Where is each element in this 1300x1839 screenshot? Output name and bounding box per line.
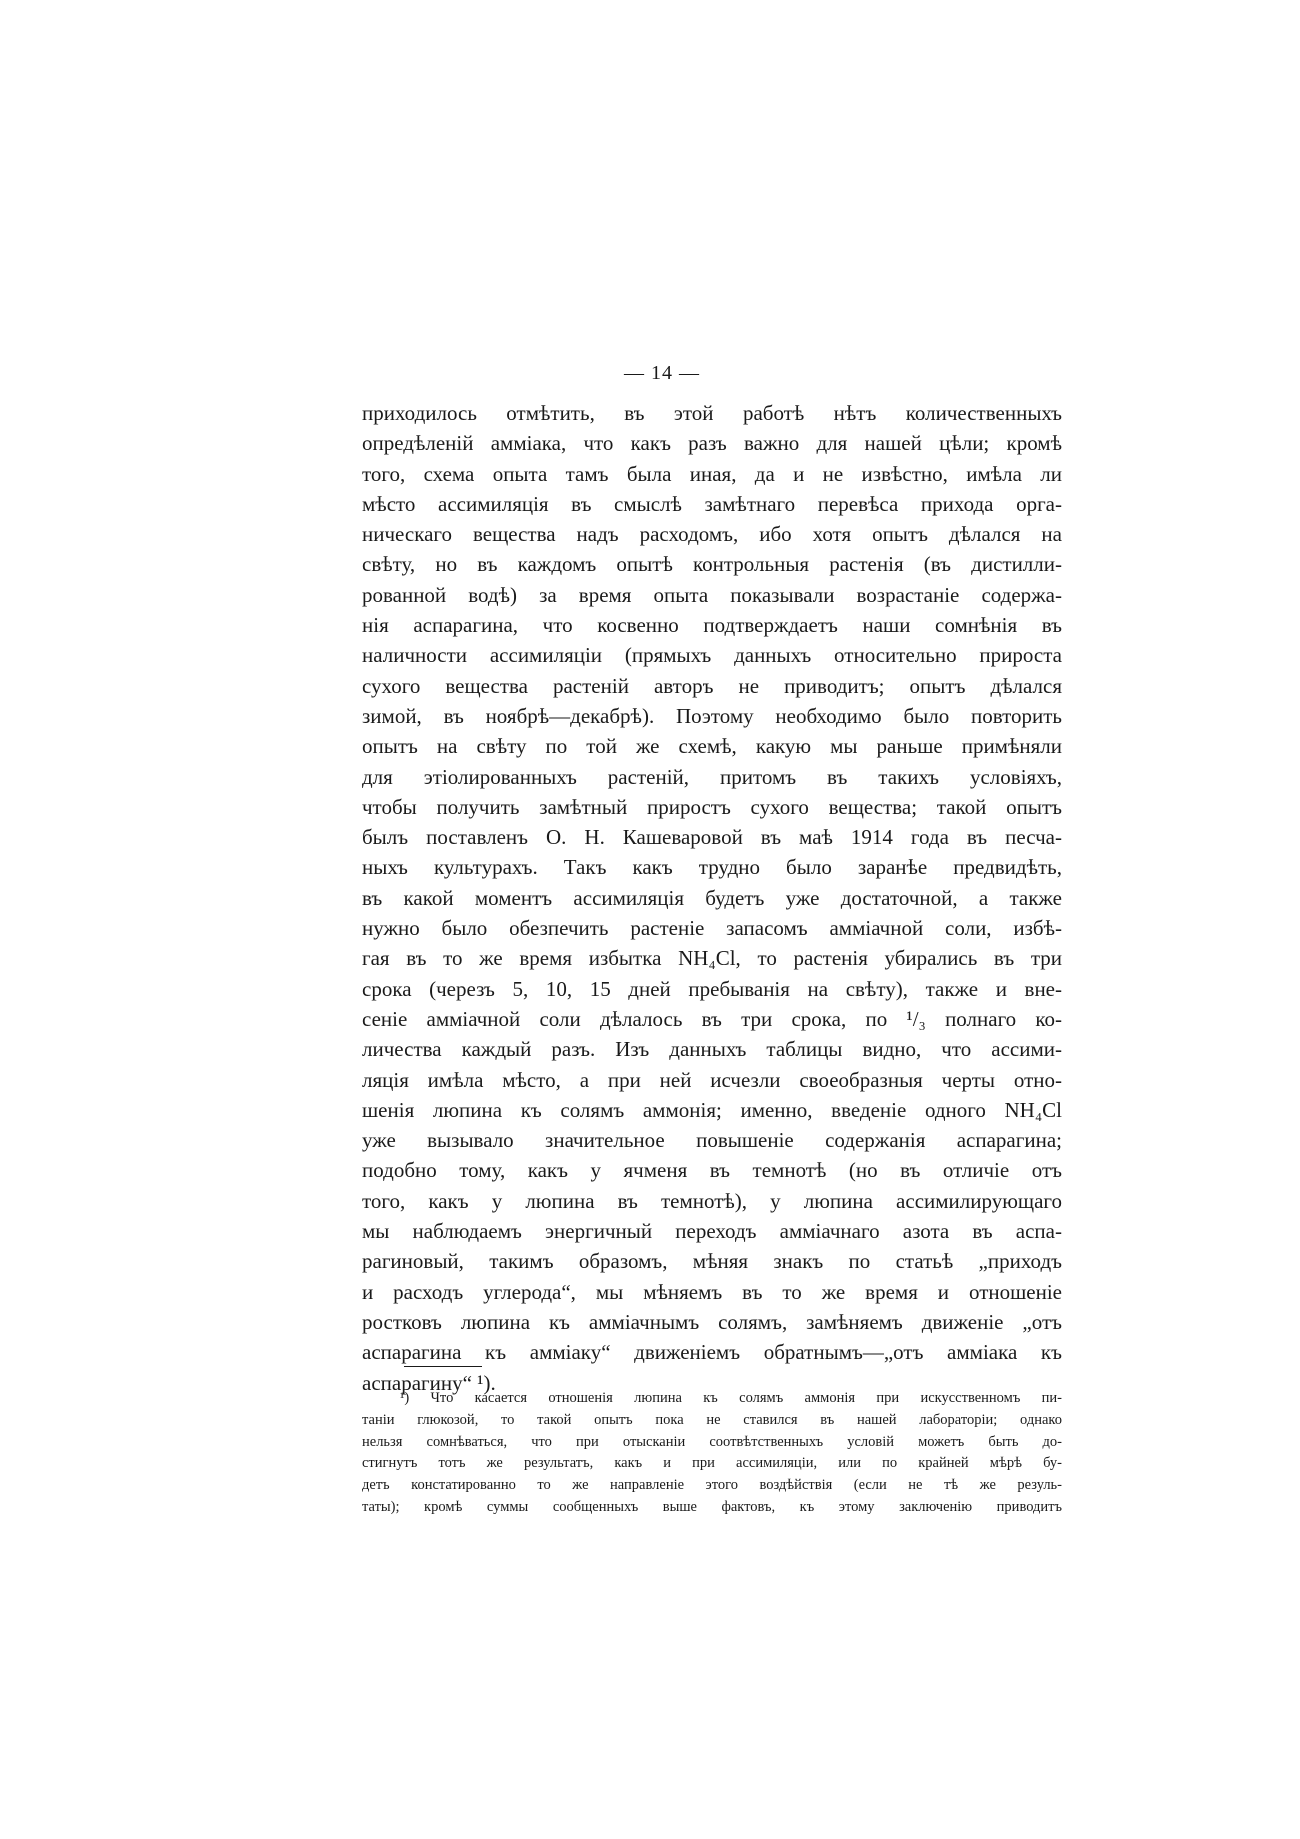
text-line: для этіолированныхъ растеній, притомъ въ такихъ условіяхъ, [362,764,1062,789]
text-line: нія аспарагина, что косвенно подтверждаетъ наши сомнѣнія въ [362,613,1062,638]
text-line: аспарагину“ ¹). [362,1370,496,1395]
text-line: гая въ то же время избытка NH₄Cl, то растенія убирались въ три [362,946,1062,971]
text-line: наличности ассимиляціи (прямыхъ данныхъ относительно прироста [362,643,1062,668]
text-line: свѣту, но въ каждомъ опытѣ контрольныя растенія (въ дистилли- [362,552,1062,577]
text-line: ныхъ культурахъ. Такъ какъ трудно было заранѣе предвидѣть, [362,855,1062,880]
text-line: чтобы получить замѣтный приростъ сухого вещества; такой опытъ [362,794,1062,819]
text-line: ническаго вещества надъ расходомъ, ибо хотя опытъ дѣлался на [362,522,1062,547]
text-line: былъ поставленъ О. Н. Кашеваровой въ маѣ 1914 года въ песча- [362,825,1062,850]
footnote-line: детъ констатированно то же направленіе этого воздѣйствія (если не тѣ же резуль- [362,1477,1062,1494]
text-line: рованной водѣ) за время опыта показывали возрастаніе содержа- [362,582,1062,607]
text-line: въ какой моментъ ассимиляція будетъ уже достаточной, а также [362,885,1062,910]
text-line: ростковъ люпина къ амміачнымъ солямъ, замѣняемъ движеніе „отъ [362,1309,1062,1334]
text-line: подобно тому, какъ у ячменя въ темнотѣ (но въ отличіе отъ [362,1158,1062,1183]
footnote-separator [404,1366,482,1367]
text-line: и расходъ углерода“, мы мѣняемъ въ то же время и отношеніе [362,1279,1062,1304]
text-line: мѣсто ассимиляція въ смыслѣ замѣтнаго перевѣса прихода орга- [362,491,1062,516]
text-line: мы наблюдаемъ энергичный переходъ амміачнаго азота въ аспа- [362,1219,1062,1244]
text-line: рагиновый, такимъ образомъ, мѣняя знакъ по статьѣ „приходъ [362,1249,1062,1274]
footnote-line: ¹) Что касается отношенія люпина къ солямъ аммонія при искусственномъ пи- [400,1390,1062,1406]
text-line: того, схема опыта тамъ была иная, да и не извѣстно, имѣла ли [362,461,1062,486]
text-line: шенія люпина къ солямъ аммонія; именно, введеніе одного NH₄Cl [362,1097,1062,1122]
text-line: того, какъ у люпина въ темнотѣ), у люпина ассимилирующаго [362,1188,1062,1213]
footnote [362,1388,1062,1519]
text-line: сухого вещества растеній авторъ не приводитъ; опытъ дѣлался [362,673,1062,698]
text-line: сеніе амміачной соли дѣлалось въ три срока, по ¹/₃ полнаго ко- [362,1006,1062,1031]
body-text [362,398,1062,1398]
text-line: опредѣленій амміака, что какъ разъ важно для нашей цѣли; кромѣ [362,431,1062,456]
text-line: приходилось отмѣтить, въ этой работѣ нѣтъ количественныхъ [362,401,1062,425]
footnote-line: стигнутъ тотъ же результатъ, какъ и при ассимиляціи, или по крайней мѣрѣ бу- [362,1455,1062,1472]
footnote-line: нельзя сомнѣваться, что при отысканіи соотвѣтственныхъ условій можетъ быть до- [362,1433,1062,1450]
text-line: уже вызывало значительное повышеніе содержанія аспарагина; [362,1128,1062,1153]
footnote-line: таніи глюкозой, то такой опытъ пока не ставился въ нашей лабораторіи; однако [362,1411,1062,1428]
text-line: ляція имѣла мѣсто, а при ней исчезли своеобразныя черты отно- [362,1067,1062,1092]
page-number: — 14 — [624,362,700,384]
text-line: зимой, въ ноябрѣ—декабрѣ). Поэтому необходимо было повторить [362,703,1062,728]
text-line: опытъ на свѣту по той же схемѣ, какую мы раньше примѣняли [362,734,1062,759]
text-line: личества каждый разъ. Изъ данныхъ таблицы видно, что ассими- [362,1037,1062,1062]
footnote-line: таты); кромѣ суммы сообщенныхъ выше фактовъ, къ этому заключенію приводитъ [362,1498,1062,1515]
text-line: нужно было обезпечить растеніе запасомъ амміачной соли, избѣ- [362,916,1062,941]
text-line: срока (черезъ 5, 10, 15 дней пребыванія на свѣту), также и вне- [362,976,1062,1001]
text-line: аспарагина къ амміаку“ движеніемъ обратнымъ—„отъ амміака къ [362,1340,1062,1365]
